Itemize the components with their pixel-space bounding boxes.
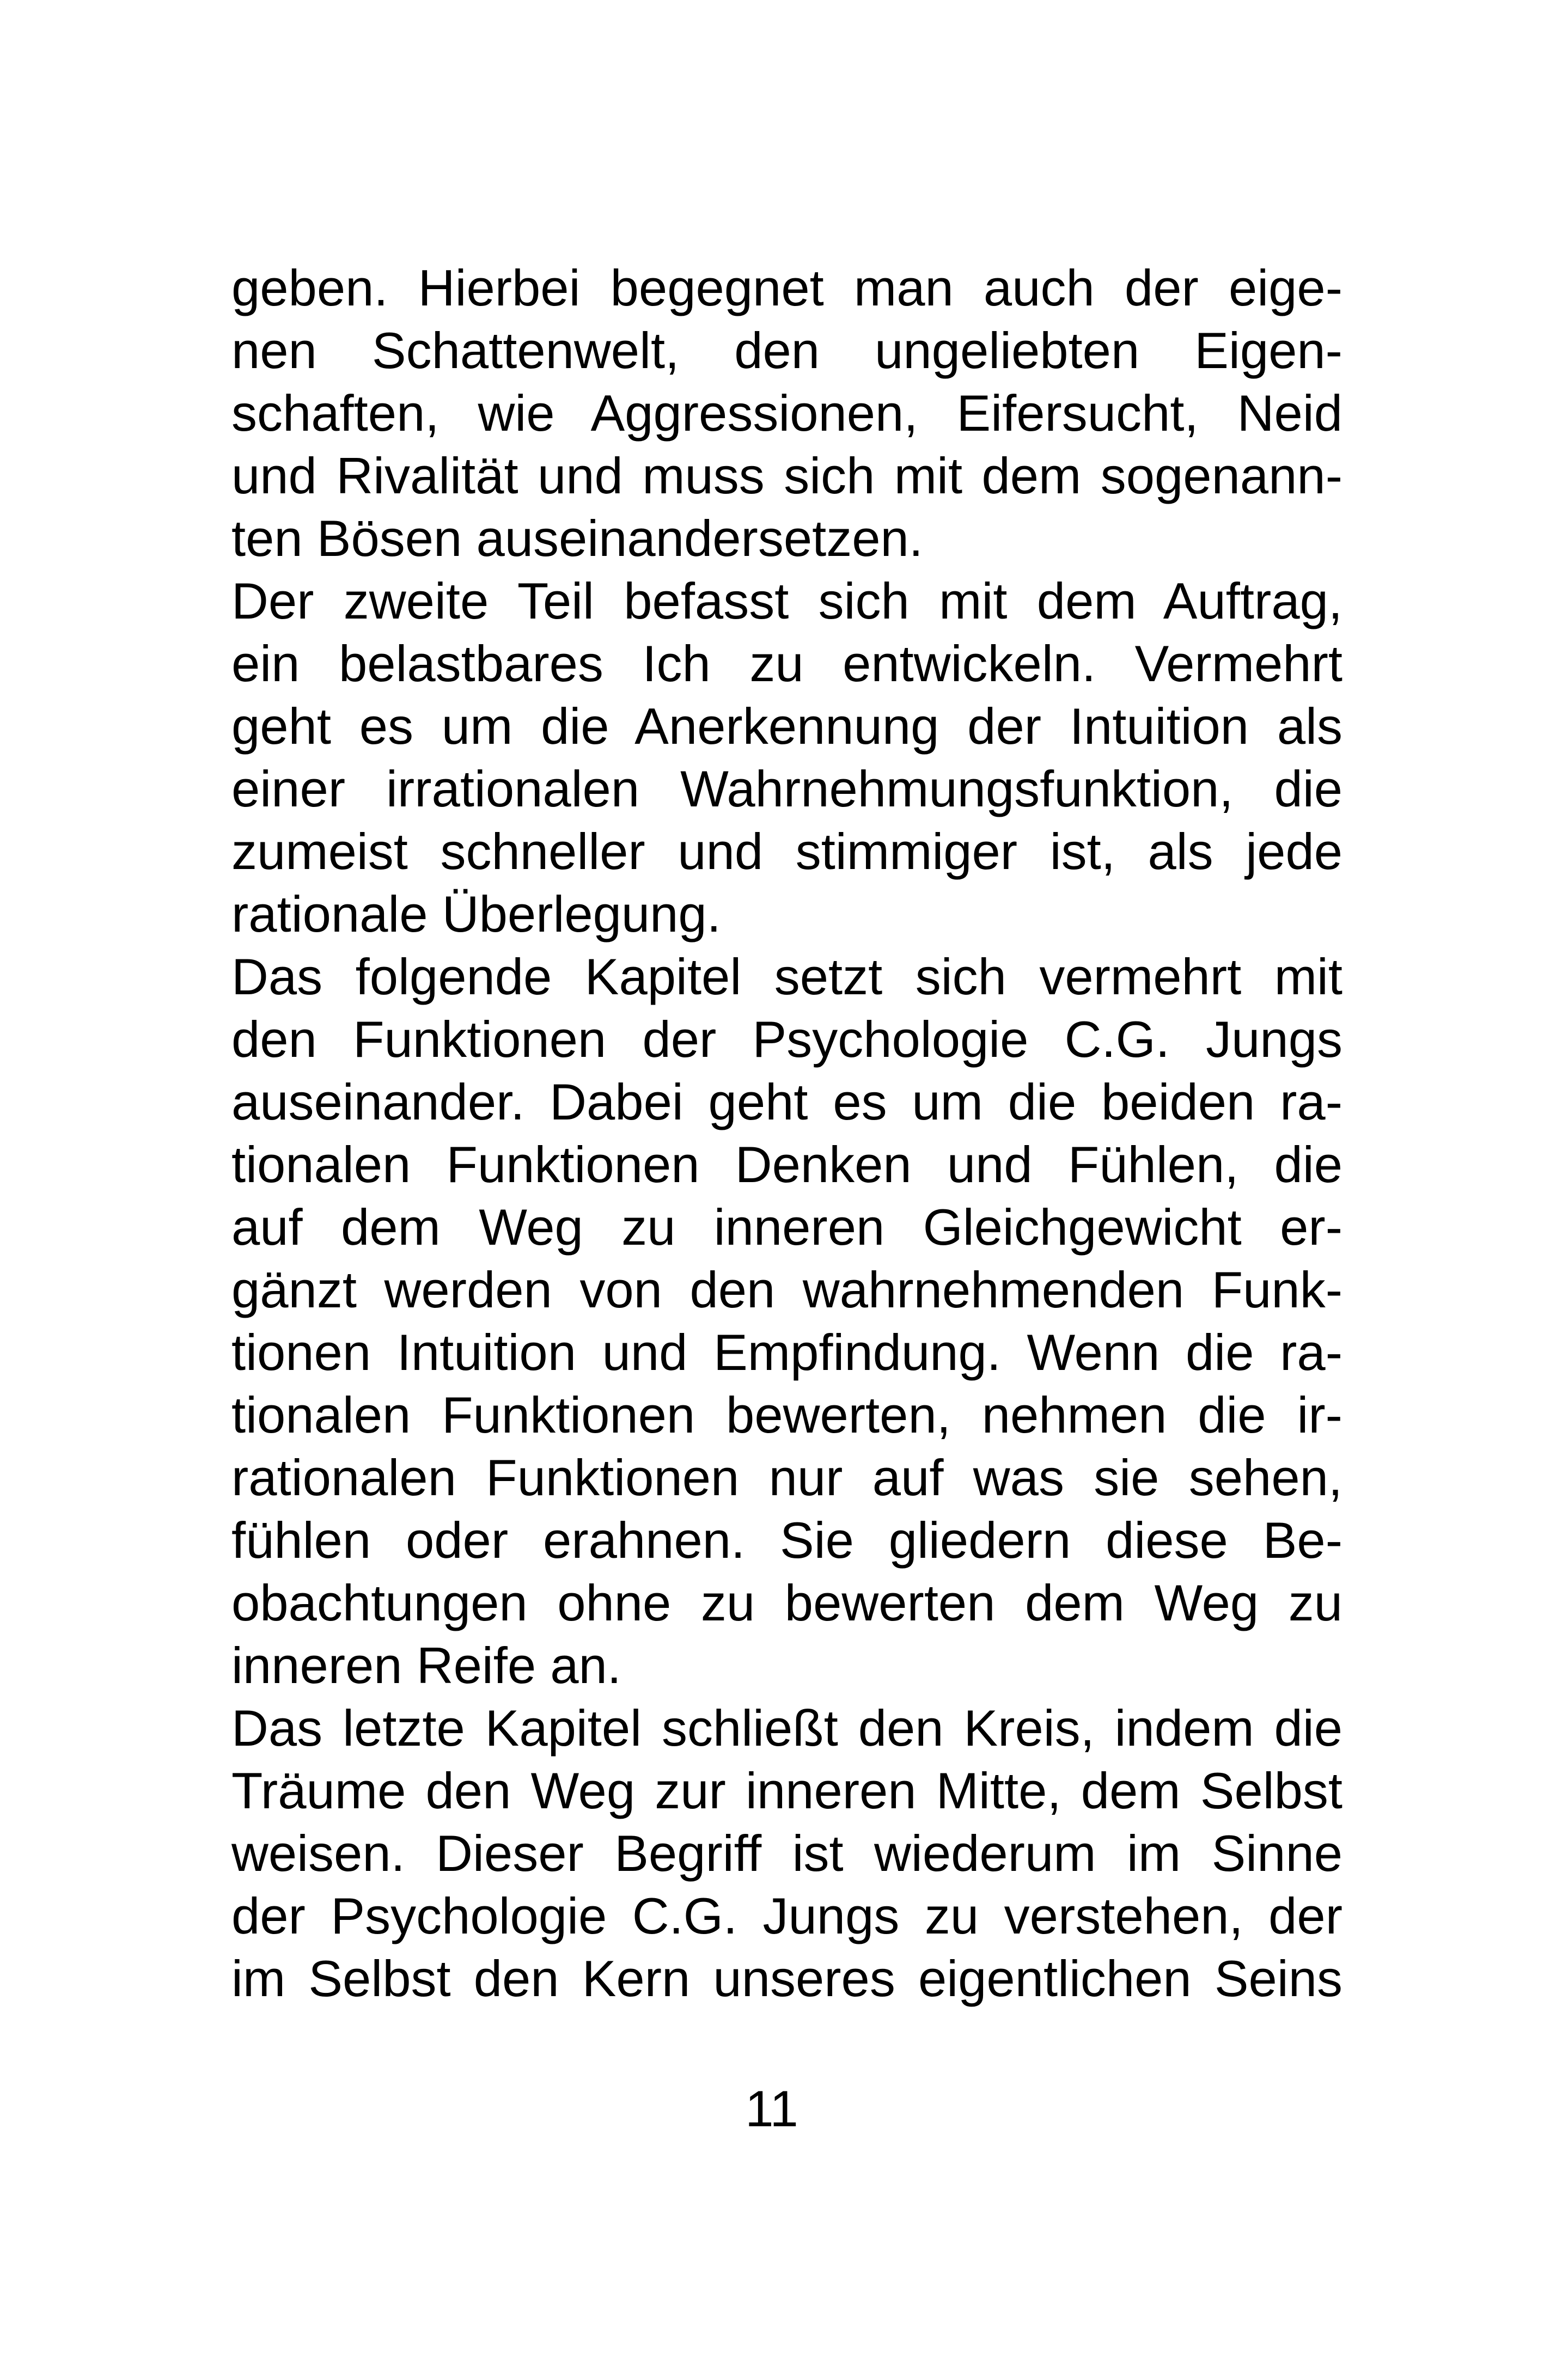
text-line: auf dem Weg zu inneren Gleichgewicht er- <box>231 1198 1342 1256</box>
text-line: einer irrationalen Wahrnehmungsfunktion, die <box>231 760 1342 817</box>
text-line: und Rivalität und muss sich mit dem sogenann- <box>231 447 1342 504</box>
text-line: tionalen Funktionen bewerten, nehmen die ir- <box>231 1386 1342 1443</box>
text-line: ein belastbares Ich zu entwickeln. Vermehrt <box>231 635 1342 692</box>
text-line: Das letzte Kapitel schließt den Kreis, indem die <box>231 1699 1342 1757</box>
text-line: gänzt werden von den wahrnehmenden Funk- <box>231 1261 1342 1318</box>
page-number: 11 <box>745 2080 798 2137</box>
text-line: ten Bösen auseinandersetzen. <box>231 510 923 567</box>
text-line: zumeist schneller und stimmiger ist, als jede <box>231 823 1342 880</box>
text-line: Der zweite Teil befasst sich mit dem Auftrag, <box>231 572 1342 629</box>
text-line: fühlen oder erahnen. Sie gliedern diese Be- <box>231 1512 1342 1569</box>
text-line: geht es um die Anerkennung der Intuition als <box>231 698 1342 755</box>
text-line: schaften, wie Aggressionen, Eifersucht, Neid <box>231 384 1342 442</box>
text-line: tionalen Funktionen Denken und Fühlen, die <box>231 1136 1342 1193</box>
body-text <box>231 256 1342 2010</box>
text-line: weisen. Dieser Begriff ist wiederum im Sinne <box>231 1825 1342 1882</box>
text-line: rationale Überlegung. <box>231 885 721 943</box>
text-line: Träume den Weg zur inneren Mitte, dem Selbst <box>231 1762 1342 1819</box>
text-line: geben. Hierbei begegnet man auch der eige- <box>231 259 1342 316</box>
text-line: obachtungen ohne zu bewerten dem Weg zu <box>231 1574 1342 1631</box>
text-line: Das folgende Kapitel setzt sich vermehrt mit <box>231 948 1342 1005</box>
text-line: rationalen Funktionen nur auf was sie sehen, <box>231 1449 1342 1506</box>
text-line: nen Schattenwelt, den ungeliebten Eigen- <box>231 322 1342 379</box>
text-line: den Funktionen der Psychologie C.G. Jungs <box>231 1011 1342 1068</box>
text-line: im Selbst den Kern unseres eigentlichen Seins <box>231 1950 1342 2007</box>
text-line: tionen Intuition und Empfindung. Wenn die ra- <box>231 1324 1342 1381</box>
text-line: auseinander. Dabei geht es um die beiden ra- <box>231 1073 1342 1130</box>
text-line: inneren Reife an. <box>231 1637 621 1694</box>
text-line: der Psychologie C.G. Jungs zu verstehen, der <box>231 1887 1342 1944</box>
